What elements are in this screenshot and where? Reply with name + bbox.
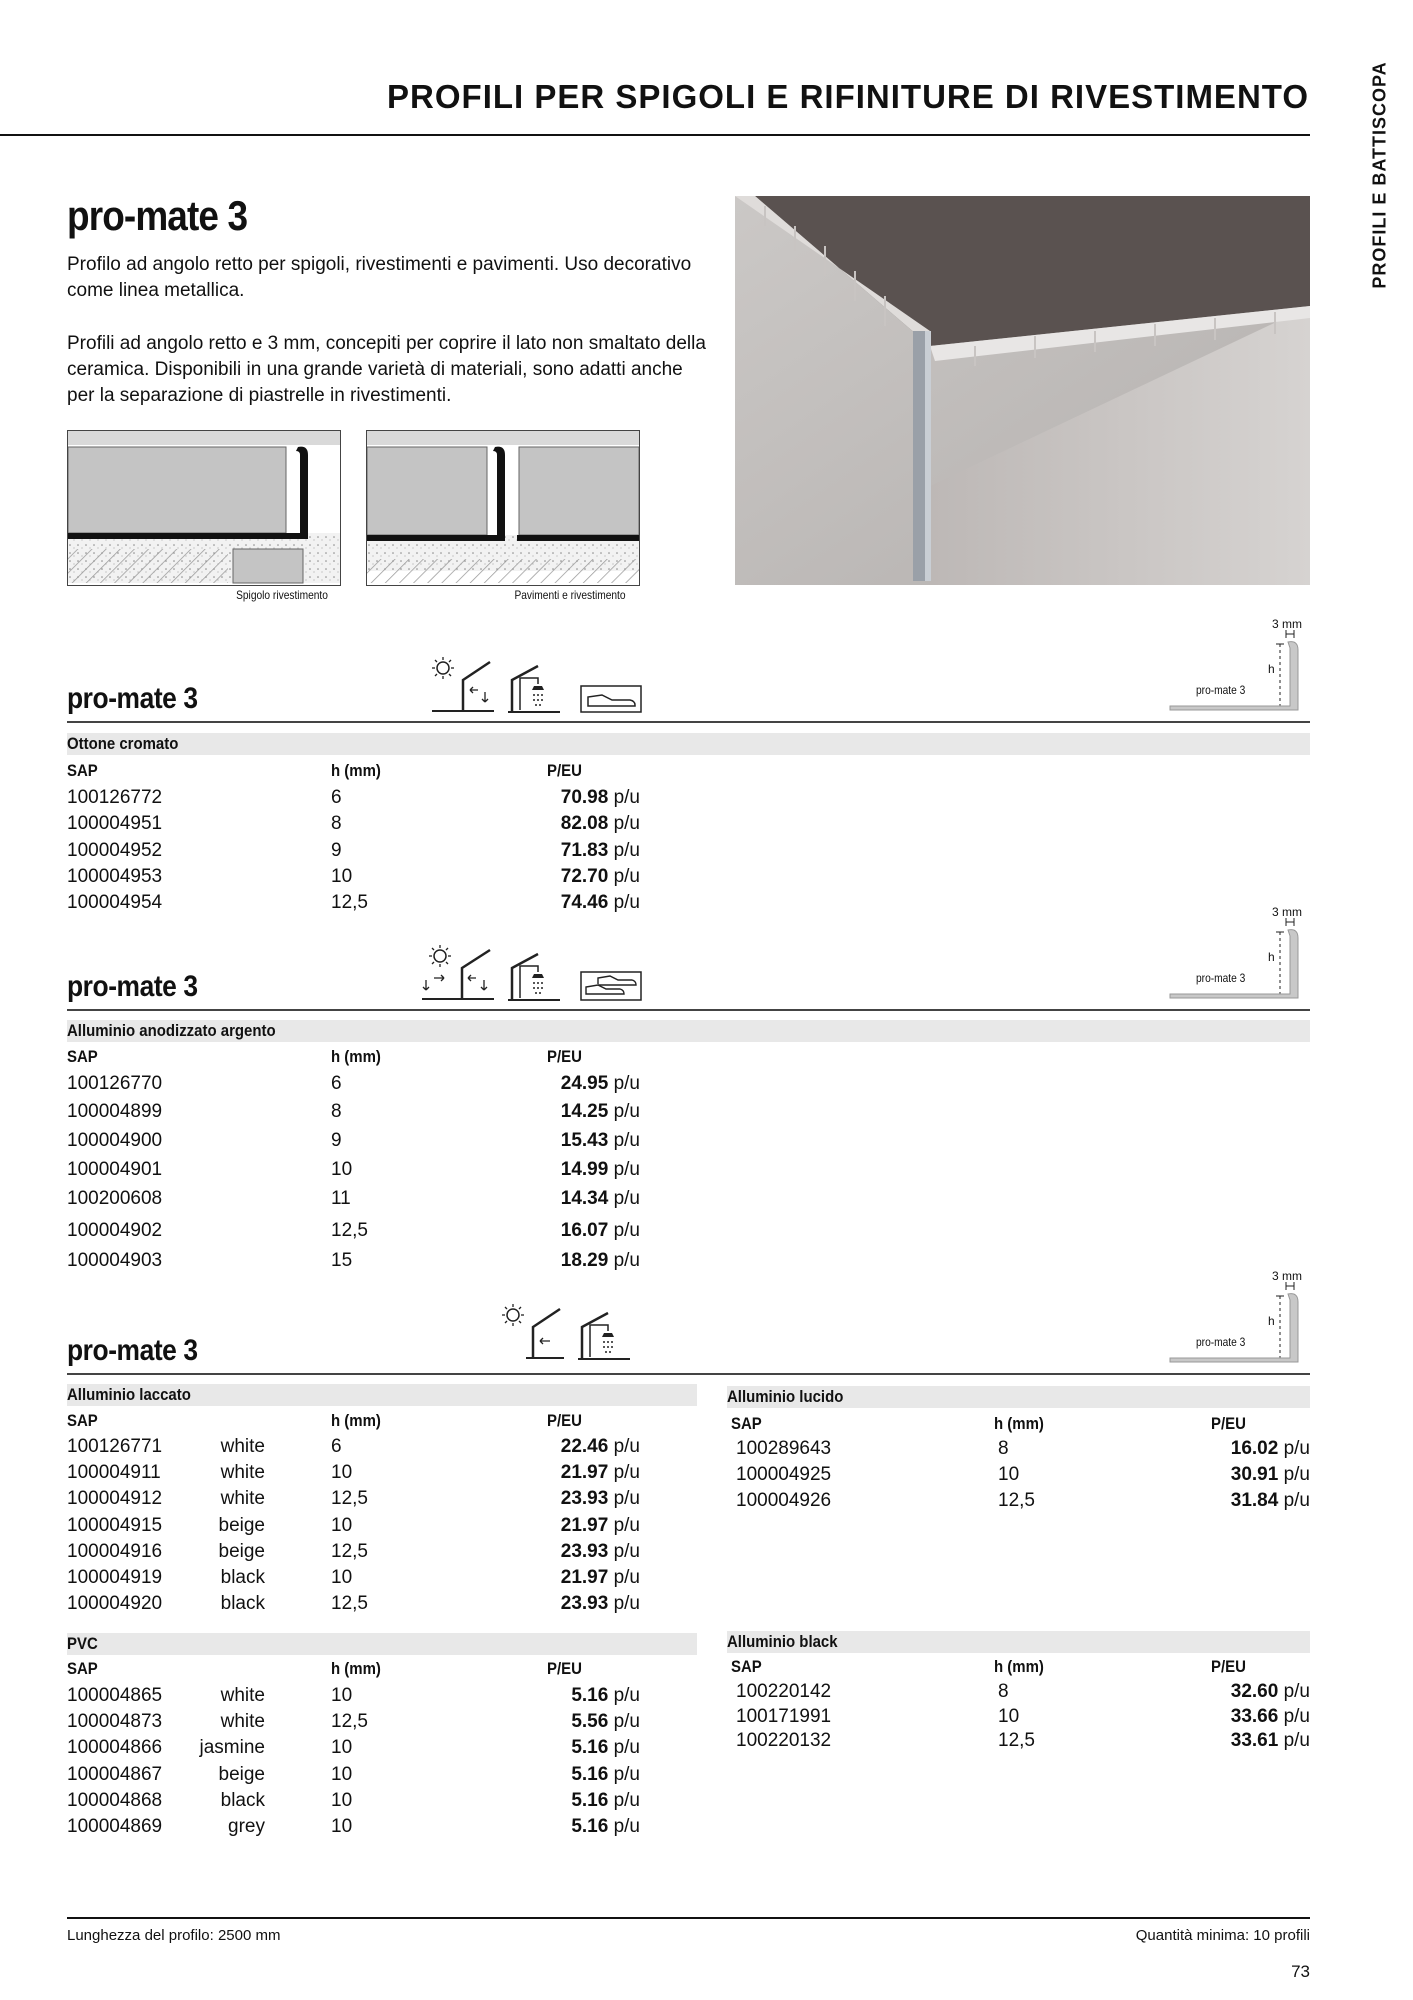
schematic-3-dim: 3 mm: [1272, 1269, 1302, 1283]
profile-schematic-2: [1160, 906, 1310, 1001]
price-unit: p/u: [1283, 1464, 1310, 1486]
price-value: 18.29: [560, 1250, 609, 1271]
price-value: 16.02: [1230, 1438, 1279, 1459]
price-unit: p/u: [613, 839, 640, 861]
footer-rule: [67, 1917, 1310, 1919]
section-1-rule: [67, 721, 1310, 723]
height-mm: 12,5: [331, 1711, 368, 1733]
col-header-sap: SAP: [67, 1411, 98, 1430]
price-unit: p/u: [613, 813, 640, 835]
price: [571, 1764, 640, 1786]
height-mm: 10: [998, 1705, 1020, 1727]
product-description-2: Profili ad angolo retto e 3 mm, concepiti per coprire il lato non smaltato della ceramica. Disponibili in una grande varietà di materiali, sono adatti anche per la separazione di piastrelle in rivestimenti.: [67, 333, 706, 406]
col-header-price: P/EU: [547, 761, 582, 780]
sap-code: 100171991: [736, 1705, 832, 1727]
price-unit: p/u: [613, 1567, 640, 1588]
price-unit: p/u: [613, 1593, 640, 1615]
section-3-title: pro-mate 3: [67, 1334, 198, 1367]
product-photo: [735, 196, 1310, 585]
color-name: white: [220, 1711, 265, 1733]
sap-code: 100004916: [67, 1540, 163, 1562]
price-unit: p/u: [613, 1711, 640, 1733]
height-mm: 6: [331, 1436, 342, 1457]
price-unit: p/u: [1283, 1705, 1310, 1727]
height-mm: 10: [331, 1763, 353, 1785]
price: [561, 787, 640, 809]
sap-code: 100004901: [67, 1159, 163, 1180]
indoor-outdoor-sun-icon: [418, 944, 498, 1002]
price-value: 15.43: [560, 1130, 609, 1151]
price: [1231, 1464, 1310, 1486]
price: [1231, 1730, 1310, 1752]
color-name: grey: [228, 1816, 265, 1837]
sap-code: 100220132: [736, 1730, 832, 1751]
sap-code: 100126772: [67, 787, 163, 808]
price-value: 70.98: [560, 787, 609, 808]
sap-code: 100004926: [736, 1490, 832, 1512]
page-title: PROFILI PER SPIGOLI E RIFINITURE DI RIVESTIMENTO: [387, 78, 1309, 115]
price-value: 33.66: [1230, 1705, 1279, 1727]
sap-code: 100004865: [67, 1685, 163, 1706]
product-description-1: Profilo ad angolo retto per spigoli, rivestimenti e pavimenti. Uso decorativo come linea metallica.: [67, 254, 692, 301]
section-2-rule: [67, 1009, 1310, 1011]
price-unit: p/u: [1283, 1730, 1310, 1751]
sap-code: 100004925: [736, 1464, 832, 1486]
profile-schematic-1: [1160, 618, 1310, 713]
height-mm: 10: [331, 1462, 353, 1484]
height-mm: 6: [331, 1073, 342, 1094]
schematic-1-h: h: [1268, 662, 1275, 676]
schematic-1-dim: 3 mm: [1272, 617, 1302, 631]
sap-code: 100004954: [67, 892, 163, 914]
profile-schematic-3: [1160, 1270, 1310, 1365]
material-band: [727, 1386, 1310, 1408]
height-mm: 15: [331, 1250, 353, 1271]
price-value: 14.99: [560, 1159, 609, 1180]
section-3-rule: [67, 1373, 1310, 1375]
sap-code: 100004869: [67, 1816, 163, 1837]
col-header-sap: SAP: [731, 1657, 762, 1676]
height-mm: 12,5: [998, 1490, 1035, 1512]
color-name: beige: [218, 1540, 265, 1562]
height-mm: 8: [998, 1681, 1009, 1702]
material-label: PVC: [67, 1634, 98, 1653]
sap-code: 100004873: [67, 1711, 163, 1733]
price: [561, 1130, 640, 1152]
section-1-title: pro-mate 3: [67, 682, 198, 715]
price-value: 14.25: [560, 1101, 609, 1122]
section-2-title: pro-mate 3: [67, 970, 198, 1003]
shower-icon: [508, 950, 560, 1002]
height-mm: 12,5: [331, 1593, 368, 1615]
color-name: beige: [218, 1763, 265, 1785]
schematic-3-label: pro-mate 3: [1196, 1335, 1246, 1349]
col-header-h: h (mm): [331, 1047, 381, 1066]
price-value: 82.08: [560, 813, 609, 835]
price-unit: p/u: [613, 1101, 640, 1122]
price-unit: p/u: [613, 1462, 640, 1484]
material-band: [67, 733, 1310, 755]
price-value: 5.16: [571, 1816, 609, 1837]
heavy-traffic-icon: [580, 970, 642, 1002]
price-unit: p/u: [613, 1789, 640, 1811]
price-unit: p/u: [613, 1220, 640, 1241]
col-header-h: h (mm): [331, 1659, 381, 1678]
height-mm: 10: [331, 1789, 353, 1811]
sap-code: 100004952: [67, 839, 163, 861]
price: [561, 1188, 640, 1210]
price-unit: p/u: [1283, 1438, 1310, 1459]
price-value: 21.97: [560, 1514, 609, 1536]
price-value: 21.97: [560, 1567, 609, 1588]
price-value: 32.60: [1230, 1681, 1279, 1702]
col-header-sap: SAP: [67, 1659, 98, 1678]
sap-code: 100004951: [67, 813, 163, 835]
product-title: pro-mate 3: [67, 192, 248, 239]
height-mm: 9: [331, 1130, 342, 1151]
diagram-caption-2: Pavimenti e rivestimento: [514, 588, 626, 602]
price: [561, 1488, 640, 1510]
price: [561, 1567, 640, 1589]
color-name: white: [220, 1685, 265, 1706]
color-name: white: [220, 1462, 265, 1484]
price: [561, 1101, 640, 1123]
price-value: 14.34: [560, 1188, 609, 1209]
schematic-2-label: pro-mate 3: [1196, 971, 1246, 985]
header-rule: [0, 134, 1310, 136]
sap-code: 100004899: [67, 1101, 163, 1122]
price-unit: p/u: [613, 787, 640, 808]
price: [571, 1685, 640, 1707]
sap-code: 100004915: [67, 1514, 163, 1536]
price-value: 16.07: [560, 1220, 609, 1241]
sap-code: 100004953: [67, 865, 163, 887]
schematic-3-h: h: [1268, 1314, 1275, 1328]
price-value: 31.84: [1230, 1490, 1279, 1512]
schematic-2-dim: 3 mm: [1272, 905, 1302, 919]
sap-code: 100004903: [67, 1250, 163, 1271]
shower-icon: [578, 1309, 630, 1361]
price-unit: p/u: [613, 1816, 640, 1837]
price: [561, 1220, 640, 1242]
price: [561, 1436, 640, 1458]
height-mm: 12,5: [998, 1730, 1035, 1751]
price-unit: p/u: [613, 892, 640, 914]
price: [561, 1159, 640, 1181]
material-band: [727, 1631, 1310, 1653]
price-unit: p/u: [1283, 1490, 1310, 1512]
color-name: black: [220, 1789, 265, 1811]
price-value: 74.46: [560, 892, 609, 914]
sap-code: 100126770: [67, 1073, 163, 1094]
height-mm: 8: [331, 1101, 342, 1122]
price-unit: p/u: [613, 1763, 640, 1785]
col-header-h: h (mm): [331, 761, 381, 780]
material-label: Alluminio lucido: [727, 1387, 844, 1406]
height-mm: 10: [331, 1514, 353, 1536]
price: [1231, 1438, 1310, 1460]
material-band: [67, 1633, 697, 1655]
price: [561, 1462, 640, 1484]
sap-code: 100004919: [67, 1567, 163, 1588]
height-mm: 11: [331, 1188, 351, 1209]
col-header-price: P/EU: [1211, 1414, 1246, 1433]
price: [1231, 1681, 1310, 1703]
price-unit: p/u: [613, 1436, 640, 1457]
price: [561, 866, 640, 888]
price: [561, 840, 640, 862]
sap-code: 100004911: [67, 1462, 161, 1484]
sap-code: 100220142: [736, 1681, 832, 1702]
price: [571, 1737, 640, 1759]
price-unit: p/u: [613, 1073, 640, 1094]
material-band: [67, 1384, 697, 1406]
price: [571, 1790, 640, 1812]
price: [1231, 1706, 1310, 1728]
price-unit: p/u: [1283, 1681, 1310, 1702]
height-mm: 10: [331, 1685, 353, 1706]
price: [571, 1816, 640, 1838]
height-mm: 8: [998, 1438, 1009, 1459]
price-value: 23.93: [560, 1593, 609, 1615]
price-unit: p/u: [613, 1685, 640, 1706]
page-number: 73: [1291, 1962, 1310, 1981]
price: [561, 1515, 640, 1537]
price: [561, 892, 640, 914]
height-mm: 10: [331, 1737, 353, 1759]
material-label: Alluminio black: [727, 1632, 838, 1651]
price-unit: p/u: [613, 1540, 640, 1562]
sap-code: 100126771: [67, 1436, 163, 1457]
price-value: 5.16: [571, 1763, 609, 1785]
height-mm: 10: [331, 1816, 353, 1837]
price-value: 24.95: [560, 1073, 609, 1094]
price-unit: p/u: [613, 1188, 640, 1209]
price-unit: p/u: [613, 1514, 640, 1536]
color-name: beige: [218, 1514, 265, 1536]
sap-code: 100004867: [67, 1763, 163, 1785]
price-value: 5.16: [571, 1685, 609, 1706]
price-value: 21.97: [560, 1462, 609, 1484]
height-mm: 12,5: [331, 1540, 368, 1562]
side-tab-label: PROFILI E BATTISCOPA: [1369, 61, 1390, 289]
price: [571, 1711, 640, 1733]
col-header-price: P/EU: [547, 1659, 582, 1678]
sap-code: 100004912: [67, 1488, 163, 1510]
price-value: 33.61: [1230, 1730, 1279, 1751]
sap-code: 100004900: [67, 1130, 163, 1151]
price: [561, 1250, 640, 1272]
col-header-price: P/EU: [547, 1411, 582, 1430]
height-mm: 12,5: [331, 1220, 368, 1241]
color-name: jasmine: [199, 1737, 265, 1759]
material-label: Ottone cromato: [67, 734, 179, 753]
color-name: white: [220, 1488, 265, 1510]
color-name: black: [220, 1593, 265, 1615]
col-header-h: h (mm): [994, 1657, 1044, 1676]
height-mm: 10: [331, 1567, 353, 1588]
height-mm: 12,5: [331, 892, 368, 914]
price: [1231, 1490, 1310, 1512]
col-header-price: P/EU: [1211, 1657, 1246, 1676]
footer-profile-length: Lunghezza del profilo: 2500 mm: [67, 1927, 281, 1944]
diagram-floor-wall-drawing: [367, 431, 639, 585]
col-header-sap: SAP: [67, 761, 98, 780]
price-unit: p/u: [613, 1250, 640, 1271]
height-mm: 10: [331, 1159, 353, 1180]
price-unit: p/u: [613, 1130, 640, 1151]
height-mm: 8: [331, 813, 342, 835]
price-value: 5.16: [571, 1737, 609, 1759]
sap-code: 100004920: [67, 1593, 163, 1615]
sap-code: 100289643: [736, 1438, 832, 1459]
height-mm: 6: [331, 787, 342, 808]
price-unit: p/u: [613, 1159, 640, 1180]
diagram-corner-wall-drawing: [68, 431, 340, 585]
sap-code: 100200608: [67, 1188, 163, 1209]
schematic-1-label: pro-mate 3: [1196, 683, 1246, 697]
indoor-sun-icon: [428, 656, 498, 714]
price: [561, 1073, 640, 1095]
material-label: Alluminio anodizzato argento: [67, 1021, 276, 1040]
diagram-floor-wall: [366, 430, 640, 586]
price: [561, 1541, 640, 1563]
sap-code: 100004866: [67, 1737, 163, 1759]
price-unit: p/u: [613, 1737, 640, 1759]
height-mm: 10: [998, 1464, 1020, 1486]
col-header-sap: SAP: [67, 1047, 98, 1066]
price-value: 30.91: [1230, 1464, 1279, 1486]
price-value: 22.46: [560, 1436, 609, 1457]
col-header-h: h (mm): [331, 1411, 381, 1430]
price: [561, 813, 640, 835]
height-mm: 9: [331, 839, 342, 861]
diagram-corner-wall: [67, 430, 341, 586]
col-header-sap: SAP: [731, 1414, 762, 1433]
price-value: 23.93: [560, 1540, 609, 1562]
price-value: 71.83: [560, 839, 609, 861]
footer-min-quantity: Quantità minima: 10 profili: [1135, 1927, 1310, 1944]
price-unit: p/u: [613, 865, 640, 887]
indoor-sun-icon: [498, 1303, 564, 1361]
material-label: Alluminio laccato: [67, 1385, 191, 1404]
price-value: 23.93: [560, 1488, 609, 1510]
shower-icon: [508, 662, 560, 714]
price-value: 72.70: [560, 865, 609, 887]
diagram-caption-1: Spigolo rivestimento: [236, 588, 328, 602]
material-band: [67, 1020, 1310, 1042]
height-mm: 10: [331, 865, 353, 887]
side-tab: [1360, 60, 1400, 290]
sap-code: 100004868: [67, 1789, 163, 1811]
color-name: black: [220, 1567, 265, 1588]
height-mm: 12,5: [331, 1488, 368, 1510]
sap-code: 100004902: [67, 1220, 163, 1241]
price-unit: p/u: [613, 1488, 640, 1510]
schematic-2-h: h: [1268, 950, 1275, 964]
price-value: 5.56: [571, 1711, 609, 1733]
price-value: 5.16: [571, 1789, 609, 1811]
product-photo-render: [735, 196, 1310, 585]
col-header-price: P/EU: [547, 1047, 582, 1066]
floor-traffic-icon: [580, 684, 642, 714]
price: [561, 1593, 640, 1615]
color-name: white: [220, 1436, 265, 1457]
col-header-h: h (mm): [994, 1414, 1044, 1433]
